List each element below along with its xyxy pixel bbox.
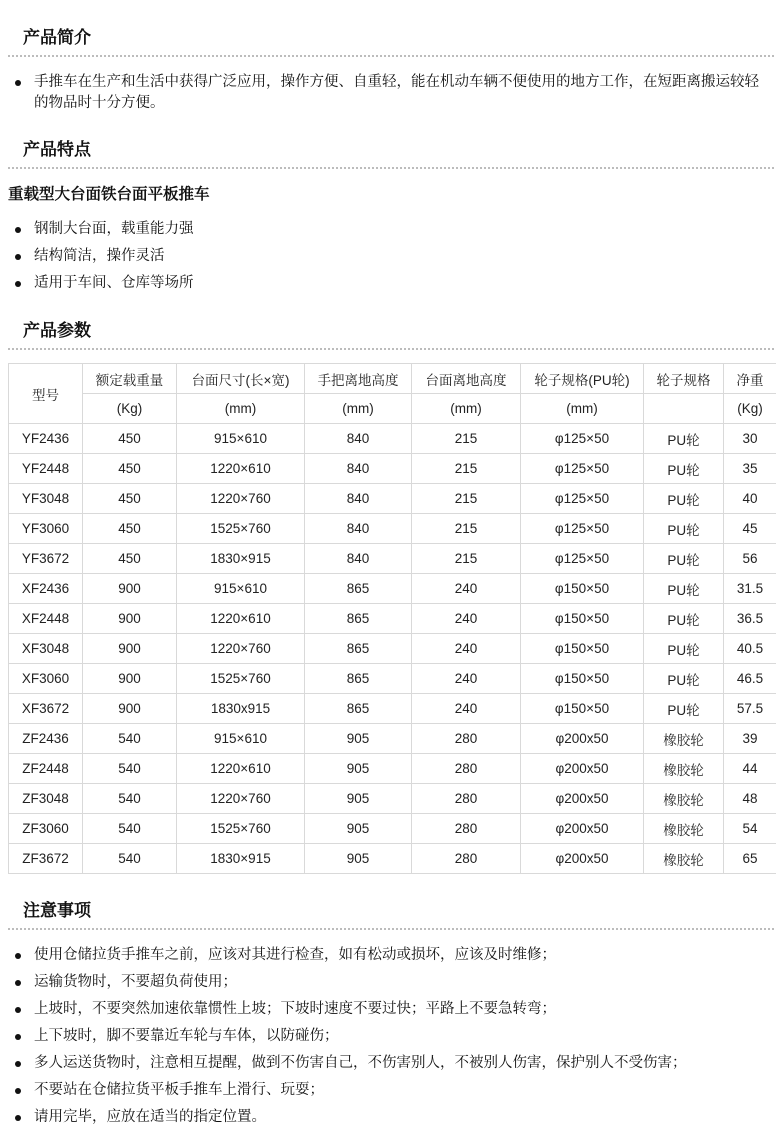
unit-cell: (mm) (412, 394, 521, 424)
cell-deck-height: 215 (412, 484, 521, 514)
cell-deck-height: 280 (412, 754, 521, 784)
cell-deck-size: 1525×760 (177, 514, 305, 544)
cell-handle-height: 905 (305, 784, 412, 814)
cell-wheel-type: 橡胶轮 (644, 784, 724, 814)
bullet-icon (15, 80, 21, 86)
section-title: 注意事项 (23, 901, 91, 921)
table-row (9, 574, 776, 604)
cell-wheel-size: φ200x50 (521, 814, 644, 844)
table-row (9, 484, 776, 514)
cell-wheel-type: PU轮 (644, 514, 724, 544)
cell-wheel-type: 橡胶轮 (644, 754, 724, 784)
cell-handle-height: 865 (305, 604, 412, 634)
cell-deck-size: 1830×915 (177, 844, 305, 874)
cell-weight: 48 (724, 784, 776, 814)
cell-wheel-type: 橡胶轮 (644, 724, 724, 754)
list-item (0, 1107, 776, 1128)
cell-wheel-size: φ150×50 (521, 634, 644, 664)
cell-handle-height: 865 (305, 634, 412, 664)
cell-wheel-type: 橡胶轮 (644, 844, 724, 874)
cell-wheel-type: 橡胶轮 (644, 814, 724, 844)
cell-model: YF3060 (9, 514, 83, 544)
col-header-wheel-size: 轮子规格(PU轮) (521, 364, 644, 394)
table-row (9, 754, 776, 784)
cell-wheel-size: φ150×50 (521, 664, 644, 694)
cell-handle-height: 905 (305, 724, 412, 754)
table-row (9, 514, 776, 544)
table-unit-row (9, 394, 776, 424)
list-item-text: 使用仓储拉货手推车之前，应该对其进行检查，如有松动或损坏，应该及时维修； (34, 947, 556, 963)
table-row (9, 724, 776, 754)
cell-model: ZF2448 (9, 754, 83, 784)
bullet-icon (15, 254, 21, 260)
cell-wheel-size: φ200x50 (521, 844, 644, 874)
section-title: 产品特点 (23, 140, 91, 160)
list-item-text: 多人运送货物时，注意相互提醒，做到不伤害自己，不伤害别人，不被别人伤害，保护别人不受伤害； (34, 1055, 687, 1071)
cell-deck-height: 240 (412, 664, 521, 694)
cell-load: 900 (83, 574, 177, 604)
list-item-text: 适用于车间、仓库等场所 (34, 275, 194, 291)
cell-handle-height: 840 (305, 424, 412, 454)
cell-wheel-type: PU轮 (644, 604, 724, 634)
cell-model: YF2448 (9, 454, 83, 484)
cell-wheel-size: φ150×50 (521, 694, 644, 724)
unit-cell: (mm) (305, 394, 412, 424)
cell-deck-size: 1220×760 (177, 484, 305, 514)
cell-load: 450 (83, 424, 177, 454)
cell-weight: 54 (724, 814, 776, 844)
list-item (0, 72, 776, 114)
cell-wheel-size: φ200x50 (521, 754, 644, 784)
cell-weight: 35 (724, 454, 776, 484)
cell-weight: 56 (724, 544, 776, 574)
cell-deck-height: 240 (412, 634, 521, 664)
cell-handle-height: 905 (305, 844, 412, 874)
cell-model: YF3048 (9, 484, 83, 514)
cell-deck-size: 915×610 (177, 424, 305, 454)
list-item-text: 钢制大台面，载重能力强 (34, 221, 194, 237)
bullet-icon (15, 1061, 21, 1067)
cell-weight: 45 (724, 514, 776, 544)
cell-deck-height: 240 (412, 694, 521, 724)
cell-wheel-size: φ125×50 (521, 514, 644, 544)
notes-list (0, 945, 776, 1128)
cell-deck-size: 1220×610 (177, 454, 305, 484)
cell-load: 450 (83, 454, 177, 484)
col-header-deck-size: 台面尺寸(长×宽) (177, 364, 305, 394)
cell-load: 450 (83, 544, 177, 574)
list-item (0, 273, 776, 294)
cell-wheel-type: PU轮 (644, 544, 724, 574)
cell-load: 900 (83, 694, 177, 724)
list-item-text: 结构简洁，操作灵活 (34, 248, 165, 264)
table-row (9, 814, 776, 844)
spec-table (8, 363, 776, 874)
cell-model: YF3672 (9, 544, 83, 574)
col-header-wheel-type: 轮子规格 (644, 364, 724, 394)
cell-handle-height: 840 (305, 484, 412, 514)
unit-cell (644, 394, 724, 424)
cell-wheel-type: PU轮 (644, 634, 724, 664)
bullet-icon (15, 227, 21, 233)
cell-deck-size: 915×610 (177, 724, 305, 754)
cell-handle-height: 905 (305, 814, 412, 844)
cell-deck-height: 240 (412, 574, 521, 604)
cell-deck-size: 1830x915 (177, 694, 305, 724)
cell-deck-height: 215 (412, 424, 521, 454)
cell-deck-height: 280 (412, 784, 521, 814)
col-header-weight: 净重 (724, 364, 776, 394)
cell-wheel-size: φ200x50 (521, 724, 644, 754)
product-subtitle: 重载型大台面铁台面平板推车 (8, 185, 210, 203)
cell-weight: 30 (724, 424, 776, 454)
cell-wheel-type: PU轮 (644, 484, 724, 514)
cell-deck-height: 280 (412, 724, 521, 754)
cell-load: 450 (83, 514, 177, 544)
cell-deck-height: 215 (412, 544, 521, 574)
list-item (0, 945, 776, 966)
table-row (9, 424, 776, 454)
cell-wheel-type: PU轮 (644, 454, 724, 484)
features-list (0, 219, 776, 294)
bullet-icon (15, 1034, 21, 1040)
cell-weight: 57.5 (724, 694, 776, 724)
section-title: 产品简介 (23, 28, 91, 48)
cell-deck-size: 1220×610 (177, 754, 305, 784)
table-row (9, 784, 776, 814)
dotted-divider (8, 928, 774, 930)
spec-table-body (9, 424, 776, 874)
cell-handle-height: 905 (305, 754, 412, 784)
cell-load: 540 (83, 784, 177, 814)
col-header-deck-height: 台面离地高度 (412, 364, 521, 394)
list-item-text: 不要站在仓储拉货平板手推车上滑行、玩耍； (34, 1082, 324, 1098)
cell-wheel-size: φ125×50 (521, 454, 644, 484)
cell-wheel-type: PU轮 (644, 424, 724, 454)
cell-wheel-type: PU轮 (644, 574, 724, 604)
cell-weight: 31.5 (724, 574, 776, 604)
cell-weight: 39 (724, 724, 776, 754)
bullet-icon (15, 1115, 21, 1121)
unit-cell: (mm) (177, 394, 305, 424)
cell-load: 900 (83, 634, 177, 664)
dotted-divider (8, 55, 774, 57)
cell-deck-height: 240 (412, 604, 521, 634)
cell-model: XF2448 (9, 604, 83, 634)
cell-load: 900 (83, 604, 177, 634)
list-item (0, 999, 776, 1020)
table-row (9, 544, 776, 574)
cell-deck-size: 1525×760 (177, 664, 305, 694)
cell-handle-height: 865 (305, 694, 412, 724)
cell-wheel-size: φ125×50 (521, 424, 644, 454)
bullet-icon (15, 980, 21, 986)
cell-load: 540 (83, 754, 177, 784)
dotted-divider (8, 167, 774, 169)
cell-wheel-size: φ125×50 (521, 544, 644, 574)
table-row (9, 664, 776, 694)
table-header-row (9, 364, 776, 394)
list-item-text: 上坡时，不要突然加速依靠惯性上坡；下坡时速度不要过快；平路上不要急转弯； (34, 1001, 556, 1017)
list-item (0, 246, 776, 267)
cell-model: XF3060 (9, 664, 83, 694)
cell-model: XF3048 (9, 634, 83, 664)
table-row (9, 604, 776, 634)
unit-cell: (mm) (521, 394, 644, 424)
unit-cell: (Kg) (724, 394, 776, 424)
cell-handle-height: 840 (305, 454, 412, 484)
cell-weight: 65 (724, 844, 776, 874)
cell-model: ZF2436 (9, 724, 83, 754)
cell-deck-size: 1220×760 (177, 784, 305, 814)
list-item-text: 手推车在生产和生活中获得广泛应用，操作方便、自重轻，能在机动车辆不便使用的地方工作，在短距离搬运较轻的物品时十分方便。 (34, 74, 759, 111)
unit-cell: (Kg) (83, 394, 177, 424)
list-item (0, 1080, 776, 1101)
cell-deck-size: 915×610 (177, 574, 305, 604)
intro-list (0, 72, 776, 114)
cell-model: XF2436 (9, 574, 83, 604)
bullet-icon (15, 281, 21, 287)
cell-wheel-type: PU轮 (644, 664, 724, 694)
cell-handle-height: 865 (305, 664, 412, 694)
section-title: 产品参数 (23, 321, 91, 341)
col-header-handle-height: 手把离地高度 (305, 364, 412, 394)
cell-deck-size: 1830×915 (177, 544, 305, 574)
dotted-divider (8, 348, 774, 350)
cell-weight: 46.5 (724, 664, 776, 694)
cell-model: ZF3060 (9, 814, 83, 844)
cell-load: 450 (83, 484, 177, 514)
table-row (9, 694, 776, 724)
cell-wheel-size: φ125×50 (521, 484, 644, 514)
list-item (0, 1053, 776, 1074)
cell-deck-size: 1220×610 (177, 604, 305, 634)
cell-model: ZF3048 (9, 784, 83, 814)
cell-weight: 40.5 (724, 634, 776, 664)
list-item (0, 219, 776, 240)
cell-load: 540 (83, 814, 177, 844)
table-row (9, 634, 776, 664)
col-header-model: 型号 (9, 364, 83, 424)
list-item-text: 运输货物时，不要超负荷使用； (34, 974, 237, 990)
list-item-text: 上下坡时，脚不要靠近车轮与车体，以防碰伤； (34, 1028, 339, 1044)
table-row (9, 844, 776, 874)
cell-load: 540 (83, 724, 177, 754)
cell-deck-height: 215 (412, 514, 521, 544)
table-row (9, 454, 776, 484)
cell-wheel-type: PU轮 (644, 694, 724, 724)
cell-weight: 36.5 (724, 604, 776, 634)
list-item-text: 请用完毕，应放在适当的指定位置。 (34, 1109, 266, 1125)
cell-model: ZF3672 (9, 844, 83, 874)
cell-deck-height: 215 (412, 454, 521, 484)
cell-wheel-size: φ150×50 (521, 574, 644, 604)
cell-handle-height: 840 (305, 544, 412, 574)
cell-deck-height: 280 (412, 814, 521, 844)
bullet-icon (15, 1088, 21, 1094)
cell-deck-size: 1220×760 (177, 634, 305, 664)
cell-load: 900 (83, 664, 177, 694)
bullet-icon (15, 1007, 21, 1013)
cell-handle-height: 865 (305, 574, 412, 604)
list-item (0, 972, 776, 993)
cell-weight: 44 (724, 754, 776, 784)
cell-deck-size: 1525×760 (177, 814, 305, 844)
list-item (0, 1026, 776, 1047)
col-header-load: 额定载重量 (83, 364, 177, 394)
cell-deck-height: 280 (412, 844, 521, 874)
cell-wheel-size: φ200x50 (521, 784, 644, 814)
cell-wheel-size: φ150×50 (521, 604, 644, 634)
cell-model: YF2436 (9, 424, 83, 454)
bullet-icon (15, 953, 21, 959)
cell-weight: 40 (724, 484, 776, 514)
cell-handle-height: 840 (305, 514, 412, 544)
cell-model: XF3672 (9, 694, 83, 724)
cell-load: 540 (83, 844, 177, 874)
